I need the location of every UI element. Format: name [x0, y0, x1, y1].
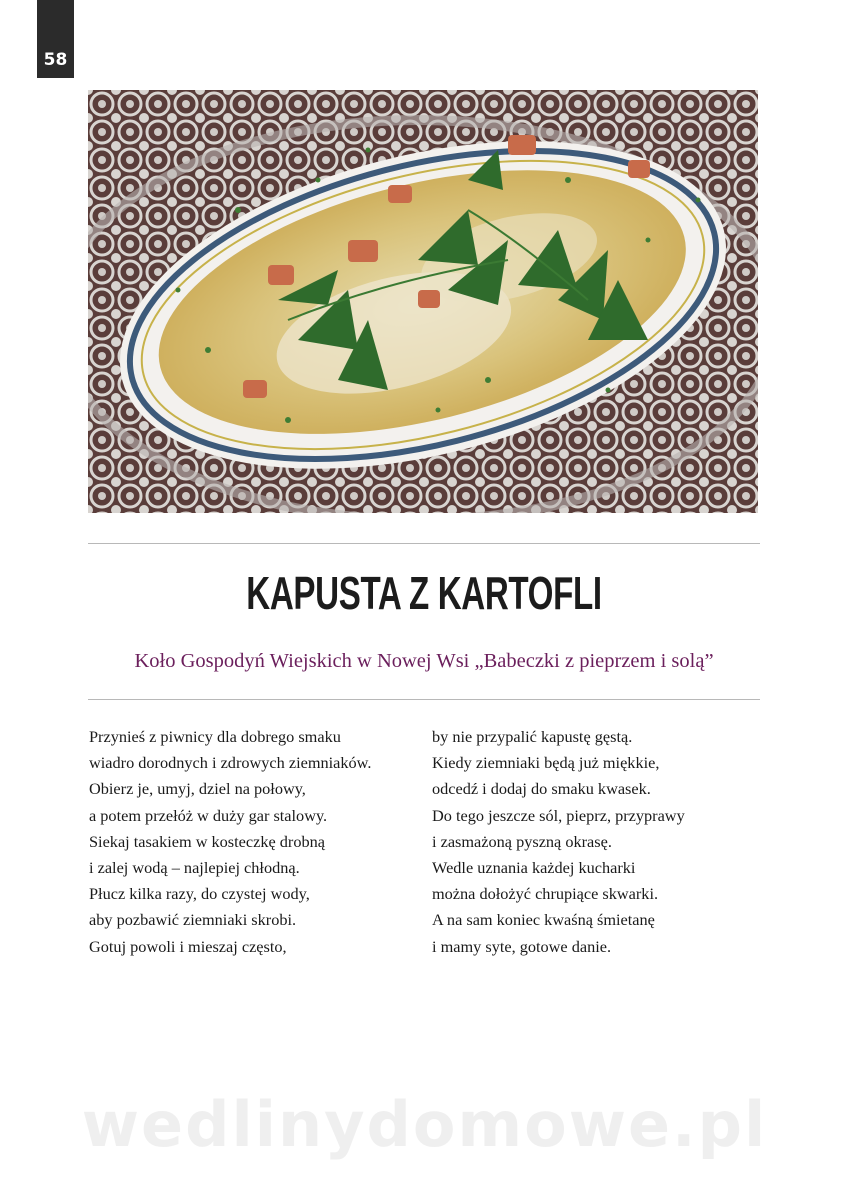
poem-line: wiadro dorodnych i zdrowych ziemniaków. [89, 753, 372, 773]
poem-line: Kiedy ziemniaki będą już miękkie, [432, 753, 660, 773]
dish-illustration [88, 90, 758, 513]
poem-line: Przynieś z piwnicy dla dobrego smaku [89, 727, 341, 746]
recipe-author: Koło Gospodyń Wiejskich w Nowej Wsi „Babeczki z pieprzem i solą” [134, 650, 714, 672]
poem-line: i mamy syte, gotowe danie. [432, 936, 612, 956]
poem-line: Siekaj tasakiem w kosteczkę drobną [89, 831, 325, 851]
poem-line: aby pozbawić ziemniaki skrobi. [89, 910, 297, 930]
poem-line: Do tego jeszcze sól, pieprz, przyprawy [432, 805, 685, 825]
bottom-divider [88, 699, 760, 700]
recipe-title: KAPUSTA Z KARTOFLI [246, 567, 602, 619]
poem-line: Gotuj powoli i mieszaj często, [89, 936, 287, 956]
poem-line: Płucz kilka razy, do czystej wody, [89, 884, 310, 904]
poem-line: a potem przełóż w duży gar stalowy. [89, 805, 328, 825]
poem-line: i zalej wodą – najlepiej chłodną. [89, 858, 300, 878]
poem-line: by nie przypalić kapustę gęstą. [432, 727, 633, 746]
poem-line: Wedle uznania każdej kucharki [432, 858, 636, 878]
poem-line: można dołożyć chrupiące skwarki. [432, 884, 659, 904]
page-number-tab [37, 0, 74, 78]
dish-photo [88, 90, 758, 513]
watermark: wedlinydomowe.pl [81, 1088, 768, 1161]
page-number: 58 [43, 50, 68, 70]
poem-line: i zasmażoną pyszną okrasę. [432, 831, 612, 851]
poem-left-column [89, 724, 371, 960]
poem-line: A na sam koniec kwaśną śmietanę [432, 910, 655, 930]
poem-line: Obierz je, umyj, dziel na połowy, [89, 779, 306, 799]
poem-line: odcedź i dodaj do smaku kwasek. [432, 779, 651, 799]
poem-right-column [432, 724, 685, 960]
top-divider [88, 543, 760, 544]
